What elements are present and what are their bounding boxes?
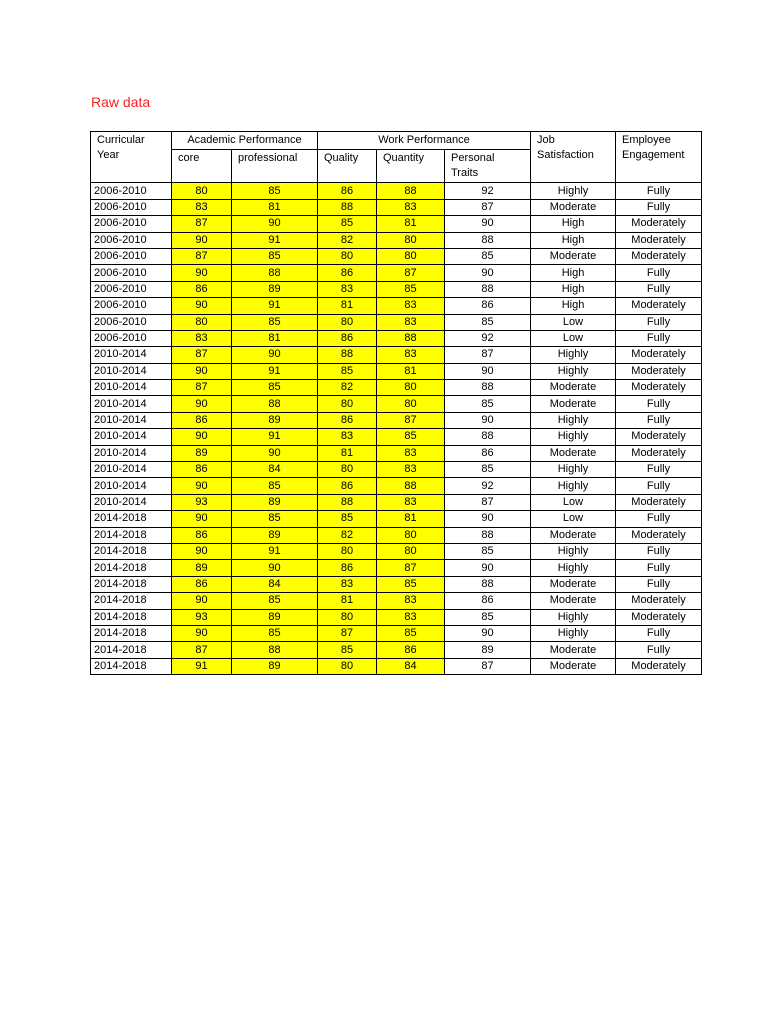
- table-row: [91, 543, 702, 559]
- table-row: [91, 462, 702, 478]
- cell-quantity: 81: [377, 363, 445, 379]
- cell-quantity: 83: [377, 347, 445, 363]
- table-row: [91, 429, 702, 445]
- cell-year: 2014-2018: [91, 593, 172, 609]
- cell-job-satisfaction: Moderate: [531, 658, 616, 674]
- cell-personal-traits: 90: [445, 265, 531, 281]
- cell-quantity: 80: [377, 232, 445, 248]
- cell-quantity: 80: [377, 380, 445, 396]
- table-row: [91, 216, 702, 232]
- cell-professional: 85: [232, 183, 318, 199]
- cell-year: 2014-2018: [91, 658, 172, 674]
- cell-core: 86: [172, 462, 232, 478]
- cell-professional: 88: [232, 642, 318, 658]
- table-row: [91, 314, 702, 330]
- cell-core: 90: [172, 543, 232, 559]
- cell-personal-traits: 85: [445, 462, 531, 478]
- table-row: [91, 248, 702, 264]
- cell-core: 90: [172, 396, 232, 412]
- table-header: [91, 132, 702, 183]
- cell-professional: 89: [232, 527, 318, 543]
- cell-employee-engagement: Fully: [616, 412, 702, 428]
- cell-employee-engagement: Moderately: [616, 494, 702, 510]
- cell-quantity: 83: [377, 298, 445, 314]
- cell-quality: 80: [318, 543, 377, 559]
- cell-core: 89: [172, 445, 232, 461]
- cell-professional: 85: [232, 248, 318, 264]
- cell-employee-engagement: Fully: [616, 330, 702, 346]
- cell-employee-engagement: Moderately: [616, 609, 702, 625]
- cell-professional: 85: [232, 380, 318, 396]
- cell-core: 90: [172, 625, 232, 641]
- cell-year: 2006-2010: [91, 216, 172, 232]
- cell-core: 90: [172, 265, 232, 281]
- cell-year: 2014-2018: [91, 642, 172, 658]
- cell-quality: 86: [318, 330, 377, 346]
- cell-employee-engagement: Fully: [616, 183, 702, 199]
- cell-quality: 80: [318, 609, 377, 625]
- cell-year: 2010-2014: [91, 363, 172, 379]
- cell-quality: 88: [318, 494, 377, 510]
- header-job-satisfaction: Job Satisfaction: [531, 132, 616, 183]
- cell-core: 93: [172, 494, 232, 510]
- cell-job-satisfaction: Highly: [531, 560, 616, 576]
- cell-quantity: 88: [377, 478, 445, 494]
- cell-core: 86: [172, 412, 232, 428]
- cell-year: 2010-2014: [91, 380, 172, 396]
- cell-quality: 88: [318, 347, 377, 363]
- table-row: [91, 363, 702, 379]
- cell-year: 2006-2010: [91, 183, 172, 199]
- cell-employee-engagement: Moderately: [616, 527, 702, 543]
- cell-year: 2014-2018: [91, 511, 172, 527]
- table-row: [91, 380, 702, 396]
- cell-job-satisfaction: Moderate: [531, 593, 616, 609]
- cell-employee-engagement: Fully: [616, 396, 702, 412]
- cell-core: 93: [172, 609, 232, 625]
- table-row: [91, 281, 702, 297]
- cell-job-satisfaction: Low: [531, 511, 616, 527]
- cell-job-satisfaction: High: [531, 265, 616, 281]
- cell-quality: 82: [318, 380, 377, 396]
- cell-quantity: 87: [377, 560, 445, 576]
- cell-quality: 80: [318, 658, 377, 674]
- cell-personal-traits: 88: [445, 232, 531, 248]
- table-row: [91, 199, 702, 215]
- table-row: [91, 298, 702, 314]
- cell-personal-traits: 85: [445, 396, 531, 412]
- cell-quantity: 83: [377, 462, 445, 478]
- cell-personal-traits: 88: [445, 576, 531, 592]
- cell-job-satisfaction: Highly: [531, 478, 616, 494]
- cell-quality: 85: [318, 363, 377, 379]
- table-row: [91, 412, 702, 428]
- cell-employee-engagement: Fully: [616, 462, 702, 478]
- cell-core: 83: [172, 330, 232, 346]
- cell-professional: 85: [232, 625, 318, 641]
- cell-quantity: 81: [377, 216, 445, 232]
- cell-employee-engagement: Fully: [616, 625, 702, 641]
- cell-job-satisfaction: Moderate: [531, 199, 616, 215]
- cell-quantity: 85: [377, 281, 445, 297]
- cell-professional: 81: [232, 330, 318, 346]
- cell-year: 2014-2018: [91, 609, 172, 625]
- header-personal-traits: Personal Traits: [445, 150, 531, 183]
- cell-job-satisfaction: High: [531, 298, 616, 314]
- cell-professional: 89: [232, 658, 318, 674]
- cell-personal-traits: 92: [445, 330, 531, 346]
- cell-quality: 83: [318, 429, 377, 445]
- cell-job-satisfaction: Highly: [531, 183, 616, 199]
- cell-quality: 80: [318, 314, 377, 330]
- table-row: [91, 330, 702, 346]
- cell-professional: 88: [232, 396, 318, 412]
- cell-personal-traits: 92: [445, 478, 531, 494]
- cell-quality: 80: [318, 396, 377, 412]
- cell-core: 90: [172, 511, 232, 527]
- cell-year: 2010-2014: [91, 494, 172, 510]
- cell-core: 83: [172, 199, 232, 215]
- cell-core: 90: [172, 429, 232, 445]
- cell-quantity: 83: [377, 593, 445, 609]
- cell-personal-traits: 89: [445, 642, 531, 658]
- cell-year: 2014-2018: [91, 625, 172, 641]
- table-row: [91, 527, 702, 543]
- cell-quantity: 85: [377, 576, 445, 592]
- cell-quality: 86: [318, 183, 377, 199]
- cell-year: 2006-2010: [91, 232, 172, 248]
- cell-job-satisfaction: Moderate: [531, 527, 616, 543]
- cell-professional: 90: [232, 445, 318, 461]
- cell-quantity: 83: [377, 445, 445, 461]
- cell-quantity: 85: [377, 429, 445, 445]
- cell-professional: 84: [232, 462, 318, 478]
- cell-professional: 91: [232, 232, 318, 248]
- cell-year: 2014-2018: [91, 543, 172, 559]
- cell-core: 91: [172, 658, 232, 674]
- cell-quality: 85: [318, 216, 377, 232]
- table-row: [91, 658, 702, 674]
- cell-quantity: 83: [377, 494, 445, 510]
- cell-quality: 88: [318, 199, 377, 215]
- cell-employee-engagement: Moderately: [616, 216, 702, 232]
- cell-job-satisfaction: Highly: [531, 625, 616, 641]
- cell-employee-engagement: Fully: [616, 576, 702, 592]
- cell-core: 90: [172, 593, 232, 609]
- header-quantity: Quantity: [377, 150, 445, 183]
- header-core: core: [172, 150, 232, 183]
- cell-quality: 85: [318, 642, 377, 658]
- cell-year: 2006-2010: [91, 199, 172, 215]
- cell-employee-engagement: Fully: [616, 478, 702, 494]
- cell-professional: 88: [232, 265, 318, 281]
- cell-core: 87: [172, 642, 232, 658]
- cell-quality: 81: [318, 445, 377, 461]
- cell-core: 90: [172, 363, 232, 379]
- cell-employee-engagement: Fully: [616, 199, 702, 215]
- cell-employee-engagement: Moderately: [616, 232, 702, 248]
- cell-quantity: 85: [377, 625, 445, 641]
- cell-year: 2014-2018: [91, 576, 172, 592]
- table-row: [91, 347, 702, 363]
- cell-job-satisfaction: High: [531, 232, 616, 248]
- cell-quantity: 84: [377, 658, 445, 674]
- cell-employee-engagement: Moderately: [616, 363, 702, 379]
- cell-quality: 85: [318, 511, 377, 527]
- cell-employee-engagement: Fully: [616, 281, 702, 297]
- cell-quality: 86: [318, 560, 377, 576]
- cell-core: 80: [172, 183, 232, 199]
- header-work-performance: Work Performance: [318, 132, 531, 150]
- cell-year: 2006-2010: [91, 298, 172, 314]
- cell-professional: 85: [232, 478, 318, 494]
- cell-quality: 83: [318, 576, 377, 592]
- cell-professional: 90: [232, 216, 318, 232]
- cell-quantity: 83: [377, 199, 445, 215]
- section-heading: Raw data: [91, 94, 151, 110]
- cell-year: 2006-2010: [91, 248, 172, 264]
- cell-professional: 90: [232, 347, 318, 363]
- cell-personal-traits: 86: [445, 445, 531, 461]
- cell-core: 90: [172, 478, 232, 494]
- table-row: [91, 478, 702, 494]
- cell-quality: 82: [318, 527, 377, 543]
- cell-personal-traits: 90: [445, 412, 531, 428]
- header-row-1: [91, 132, 702, 150]
- cell-quantity: 80: [377, 543, 445, 559]
- cell-professional: 85: [232, 314, 318, 330]
- cell-job-satisfaction: Highly: [531, 363, 616, 379]
- cell-job-satisfaction: Highly: [531, 347, 616, 363]
- cell-professional: 85: [232, 511, 318, 527]
- cell-employee-engagement: Moderately: [616, 445, 702, 461]
- cell-core: 86: [172, 527, 232, 543]
- table-row: [91, 642, 702, 658]
- cell-job-satisfaction: Moderate: [531, 248, 616, 264]
- cell-personal-traits: 85: [445, 248, 531, 264]
- table-row: [91, 232, 702, 248]
- cell-personal-traits: 90: [445, 511, 531, 527]
- table-row: [91, 511, 702, 527]
- cell-year: 2010-2014: [91, 396, 172, 412]
- cell-quantity: 80: [377, 248, 445, 264]
- cell-personal-traits: 87: [445, 347, 531, 363]
- cell-core: 90: [172, 298, 232, 314]
- cell-quantity: 86: [377, 642, 445, 658]
- cell-quality: 80: [318, 248, 377, 264]
- cell-employee-engagement: Fully: [616, 560, 702, 576]
- cell-personal-traits: 85: [445, 609, 531, 625]
- cell-quality: 86: [318, 412, 377, 428]
- cell-quality: 80: [318, 462, 377, 478]
- cell-quality: 86: [318, 478, 377, 494]
- cell-professional: 90: [232, 560, 318, 576]
- cell-year: 2010-2014: [91, 429, 172, 445]
- cell-employee-engagement: Moderately: [616, 593, 702, 609]
- cell-quantity: 87: [377, 265, 445, 281]
- cell-quantity: 81: [377, 511, 445, 527]
- cell-personal-traits: 92: [445, 183, 531, 199]
- cell-year: 2014-2018: [91, 560, 172, 576]
- cell-professional: 89: [232, 412, 318, 428]
- cell-employee-engagement: Moderately: [616, 298, 702, 314]
- cell-core: 87: [172, 216, 232, 232]
- table-row: [91, 445, 702, 461]
- cell-year: 2010-2014: [91, 445, 172, 461]
- cell-year: 2006-2010: [91, 265, 172, 281]
- table-body: [91, 183, 702, 675]
- cell-professional: 91: [232, 543, 318, 559]
- table-row: [91, 183, 702, 199]
- cell-job-satisfaction: Highly: [531, 543, 616, 559]
- cell-year: 2010-2014: [91, 462, 172, 478]
- cell-personal-traits: 88: [445, 281, 531, 297]
- cell-personal-traits: 87: [445, 494, 531, 510]
- cell-professional: 89: [232, 494, 318, 510]
- cell-job-satisfaction: Moderate: [531, 642, 616, 658]
- cell-employee-engagement: Moderately: [616, 248, 702, 264]
- cell-quantity: 80: [377, 527, 445, 543]
- cell-core: 90: [172, 232, 232, 248]
- header-employee-engagement: Employee Engagement: [616, 132, 702, 183]
- cell-quality: 87: [318, 625, 377, 641]
- cell-personal-traits: 85: [445, 543, 531, 559]
- cell-personal-traits: 90: [445, 560, 531, 576]
- cell-job-satisfaction: Moderate: [531, 396, 616, 412]
- cell-job-satisfaction: Highly: [531, 462, 616, 478]
- cell-professional: 91: [232, 429, 318, 445]
- table-row: [91, 494, 702, 510]
- cell-job-satisfaction: Highly: [531, 412, 616, 428]
- cell-core: 80: [172, 314, 232, 330]
- cell-employee-engagement: Fully: [616, 511, 702, 527]
- cell-job-satisfaction: Low: [531, 330, 616, 346]
- cell-job-satisfaction: Moderate: [531, 576, 616, 592]
- cell-year: 2006-2010: [91, 330, 172, 346]
- cell-job-satisfaction: Low: [531, 494, 616, 510]
- cell-employee-engagement: Moderately: [616, 347, 702, 363]
- cell-year: 2014-2018: [91, 527, 172, 543]
- cell-personal-traits: 90: [445, 363, 531, 379]
- cell-core: 87: [172, 248, 232, 264]
- cell-employee-engagement: Moderately: [616, 380, 702, 396]
- cell-employee-engagement: Fully: [616, 314, 702, 330]
- cell-personal-traits: 90: [445, 625, 531, 641]
- table-row: [91, 265, 702, 281]
- cell-job-satisfaction: Moderate: [531, 445, 616, 461]
- cell-employee-engagement: Moderately: [616, 429, 702, 445]
- cell-job-satisfaction: Low: [531, 314, 616, 330]
- table-row: [91, 609, 702, 625]
- header-academic-performance: Academic Performance: [172, 132, 318, 150]
- cell-quality: 83: [318, 281, 377, 297]
- cell-personal-traits: 87: [445, 658, 531, 674]
- cell-personal-traits: 86: [445, 593, 531, 609]
- raw-data-table: [90, 131, 702, 675]
- cell-quality: 81: [318, 298, 377, 314]
- cell-professional: 89: [232, 609, 318, 625]
- cell-core: 86: [172, 281, 232, 297]
- cell-core: 87: [172, 380, 232, 396]
- cell-personal-traits: 88: [445, 380, 531, 396]
- cell-personal-traits: 85: [445, 314, 531, 330]
- cell-job-satisfaction: High: [531, 216, 616, 232]
- cell-employee-engagement: Fully: [616, 642, 702, 658]
- cell-personal-traits: 90: [445, 216, 531, 232]
- table-row: [91, 593, 702, 609]
- table-row: [91, 576, 702, 592]
- cell-quality: 81: [318, 593, 377, 609]
- cell-quantity: 87: [377, 412, 445, 428]
- cell-professional: 89: [232, 281, 318, 297]
- cell-personal-traits: 86: [445, 298, 531, 314]
- cell-personal-traits: 87: [445, 199, 531, 215]
- cell-professional: 91: [232, 363, 318, 379]
- cell-personal-traits: 88: [445, 527, 531, 543]
- cell-professional: 91: [232, 298, 318, 314]
- cell-year: 2006-2010: [91, 314, 172, 330]
- cell-professional: 84: [232, 576, 318, 592]
- cell-employee-engagement: Fully: [616, 265, 702, 281]
- cell-job-satisfaction: Highly: [531, 609, 616, 625]
- cell-job-satisfaction: High: [531, 281, 616, 297]
- table-row: [91, 560, 702, 576]
- cell-professional: 81: [232, 199, 318, 215]
- cell-year: 2010-2014: [91, 412, 172, 428]
- table-row: [91, 625, 702, 641]
- cell-job-satisfaction: Highly: [531, 429, 616, 445]
- cell-employee-engagement: Moderately: [616, 658, 702, 674]
- cell-core: 87: [172, 347, 232, 363]
- header-professional: professional: [232, 150, 318, 183]
- cell-year: 2010-2014: [91, 347, 172, 363]
- cell-job-satisfaction: Moderate: [531, 380, 616, 396]
- cell-quantity: 80: [377, 396, 445, 412]
- header-curricular-year: Curricular Year: [91, 132, 172, 183]
- cell-quantity: 88: [377, 183, 445, 199]
- header-quality: Quality: [318, 150, 377, 183]
- cell-personal-traits: 88: [445, 429, 531, 445]
- cell-core: 86: [172, 576, 232, 592]
- cell-professional: 85: [232, 593, 318, 609]
- cell-year: 2010-2014: [91, 478, 172, 494]
- table-row: [91, 396, 702, 412]
- cell-quantity: 83: [377, 314, 445, 330]
- cell-employee-engagement: Fully: [616, 543, 702, 559]
- cell-quantity: 83: [377, 609, 445, 625]
- cell-quality: 86: [318, 265, 377, 281]
- cell-quantity: 88: [377, 330, 445, 346]
- cell-year: 2006-2010: [91, 281, 172, 297]
- cell-quality: 82: [318, 232, 377, 248]
- cell-core: 89: [172, 560, 232, 576]
